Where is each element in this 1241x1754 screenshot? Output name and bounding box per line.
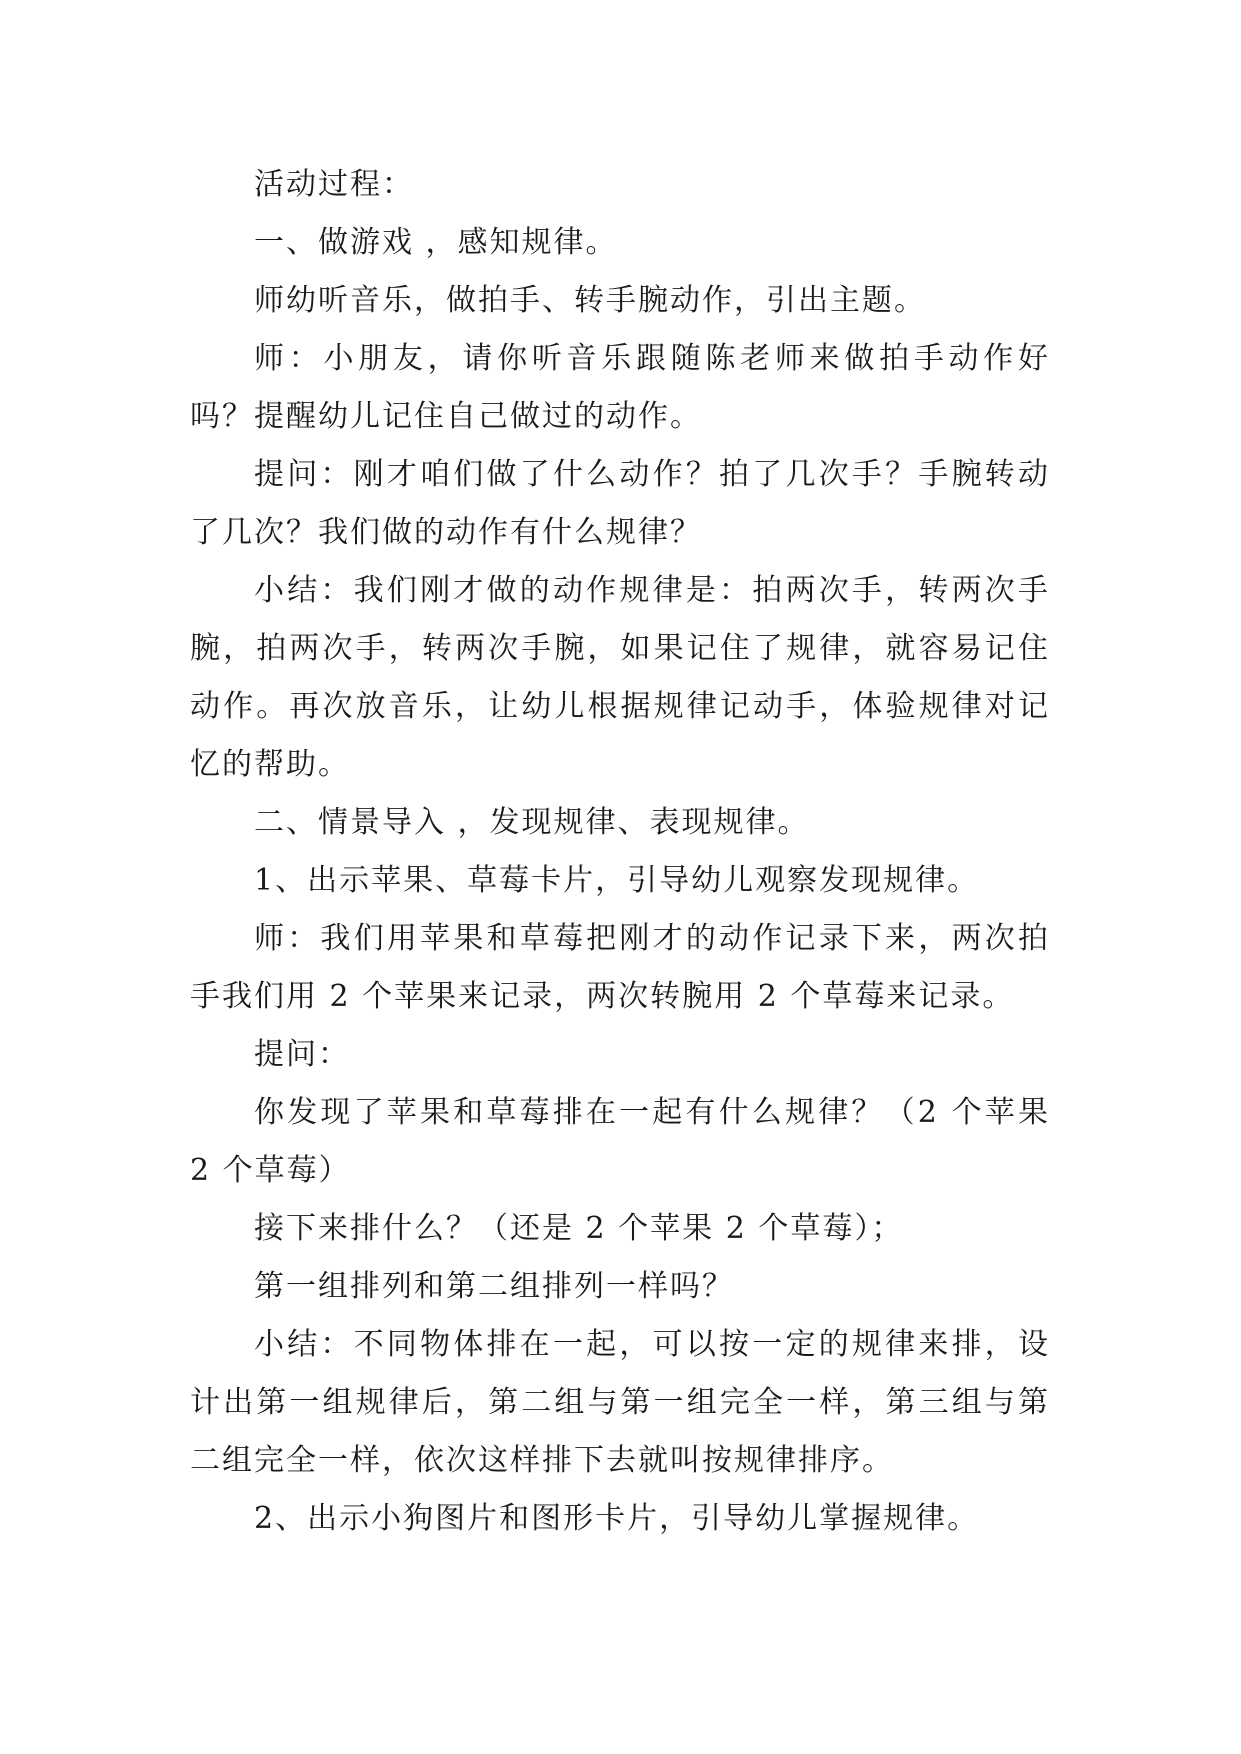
- paragraph-question-label: 提问：: [254, 1037, 350, 1072]
- paragraph-question-2: 你发现了苹果和草莓排在一起有什么规律？（2 个苹果 2 个草莓）: [190, 1095, 1050, 1188]
- document-body: [190, 156, 1050, 1548]
- paragraph-summary-1: 小结：我们刚才做的动作规律是：拍两次手，转两次手腕，拍两次手，转两次手腕，如果记住了规律，就容易记住动作。再次放音乐，让幼儿根据规律记动手，体验规律对记忆的帮助。: [190, 573, 1050, 782]
- paragraph-question-1: 提问：刚才咱们做了什么动作？拍了几次手？手腕转动了几次？我们做的动作有什么规律？: [190, 457, 1050, 550]
- section-heading-game: 一、做游戏 ，感知规律。: [254, 225, 618, 260]
- section-heading-process: 活动过程：: [254, 167, 414, 202]
- paragraph-intro: 师幼听音乐，做拍手、转手腕动作，引出主题。: [254, 283, 926, 318]
- paragraph-teacher-prompt: 师：小朋友，请你听音乐跟随陈老师来做拍手动作好吗？提醒幼儿记住自己做过的动作。: [190, 341, 1050, 434]
- paragraph-question-3: 接下来排什么？（还是 2 个苹果 2 个草莓）；: [254, 1211, 904, 1246]
- paragraph-teacher-record: 师：我们用苹果和草莓把刚才的动作记录下来，两次拍手我们用 2 个苹果来记录，两次转腕用 2 个草莓来记录。: [190, 921, 1050, 1014]
- paragraph-question-4: 第一组排列和第二组排列一样吗？: [254, 1269, 734, 1304]
- section-heading-scenario: 二、情景导入 ，发现规律、表现规律。: [254, 805, 810, 840]
- paragraph-step-1: 1、出示苹果、草莓卡片，引导幼儿观察发现规律。: [254, 863, 980, 898]
- paragraph-summary-2: 小结：不同物体排在一起，可以按一定的规律来排，设计出第一组规律后，第二组与第一组完全一样，第三组与第二组完全一样，依次这样排下去就叫按规律排序。: [190, 1327, 1050, 1478]
- paragraph-step-2: 2、出示小狗图片和图形卡片，引导幼儿掌握规律。: [254, 1501, 980, 1536]
